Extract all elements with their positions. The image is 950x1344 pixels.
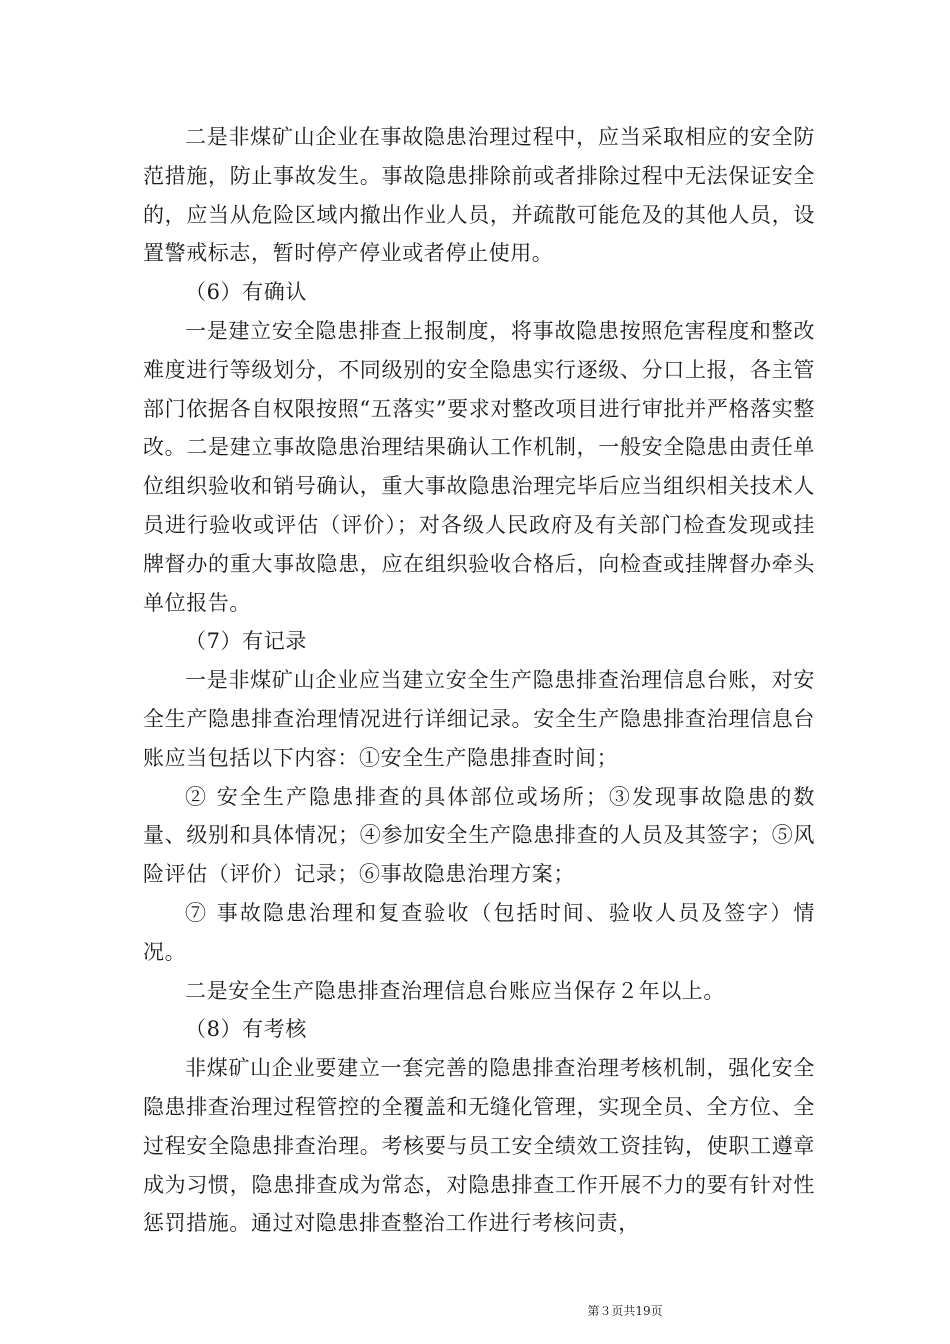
section-heading-confirmation: （6）有确认 [185,280,307,305]
paragraph-assessment: 非煤矿山企业要建立一套完善的隐患排查治理考核机制，强化安全隐患排查治理过程管控的全覆盖和无缝化管理，实现全员、全方位、全过程安全隐患排查治理。考核要与员工安全绩效工资挂钩，使职工遵章成为习惯，隐患排查成为常态，对隐患排查工作开展不力的要有针对性惩罚措施。通过对隐患排查整治工作进行考核问责， [143,1056,815,1236]
section-heading-assessment: （8）有考核 [185,1017,307,1042]
document-body [143,118,815,1243]
page-number: 第３页共19页 [587,1304,663,1318]
paragraph-confirmation: 一是建立安全隐患排查上报制度，将事故隐患按照危害程度和整改难度进行等级划分，不同级别的安全隐患实行逐级、分口上报，各主管部门依据各自权限按照“五落实”要求对整改项目进行审批并严格落实整改。二是建立事故隐患治理结果确认工作机制，一般安全隐患由责任单位组织验收和销号确认，重大事故隐患治理完毕后应当组织相关技术人员进行验收或评估（评价）；对各级人民政府及有关部门检查发现或挂牌督办的重大事故隐患，应在组织验收合格后，向检查或挂牌督办牵头单位报告。 [143,318,815,615]
paragraph-records-retention: 二是安全生产隐患排查治理信息台账应当保存２年以上。 [185,978,725,1003]
section-heading-records: （7）有记录 [185,629,307,654]
page-footer [0,1302,950,1319]
paragraph-records-items: ② 安全生产隐患排查的具体部位或场所；③发现事故隐患的数量、级别和具体情况；④参加安全生产隐患排查的人员及其签字；⑤风险评估（评价）记录；⑥事故隐患治理方案； [143,784,815,887]
paragraph-records-item-7: ⑦ 事故隐患治理和复查验收（包括时间、验收人员及签字）情况。 [143,900,815,964]
paragraph-hazard-rectification-safety: 二是非煤矿山企业在事故隐患治理过程中，应当采取相应的安全防范措施，防止事故发生。事故隐患排除前或者排除过程中无法保证安全的，应当从危险区域内撤出作业人员，并疏散可能危及的其他人员，设置警戒标志，暂时停产停业或者停止使用。 [143,125,815,266]
paragraph-records-ledger: 一是非煤矿山企业应当建立安全生产隐患排查治理信息台账，对安全生产隐患排查治理情况进行详细记录。安全生产隐患排查治理信息台账应当包括以下内容：①安全生产隐患排查时间； [143,668,815,770]
